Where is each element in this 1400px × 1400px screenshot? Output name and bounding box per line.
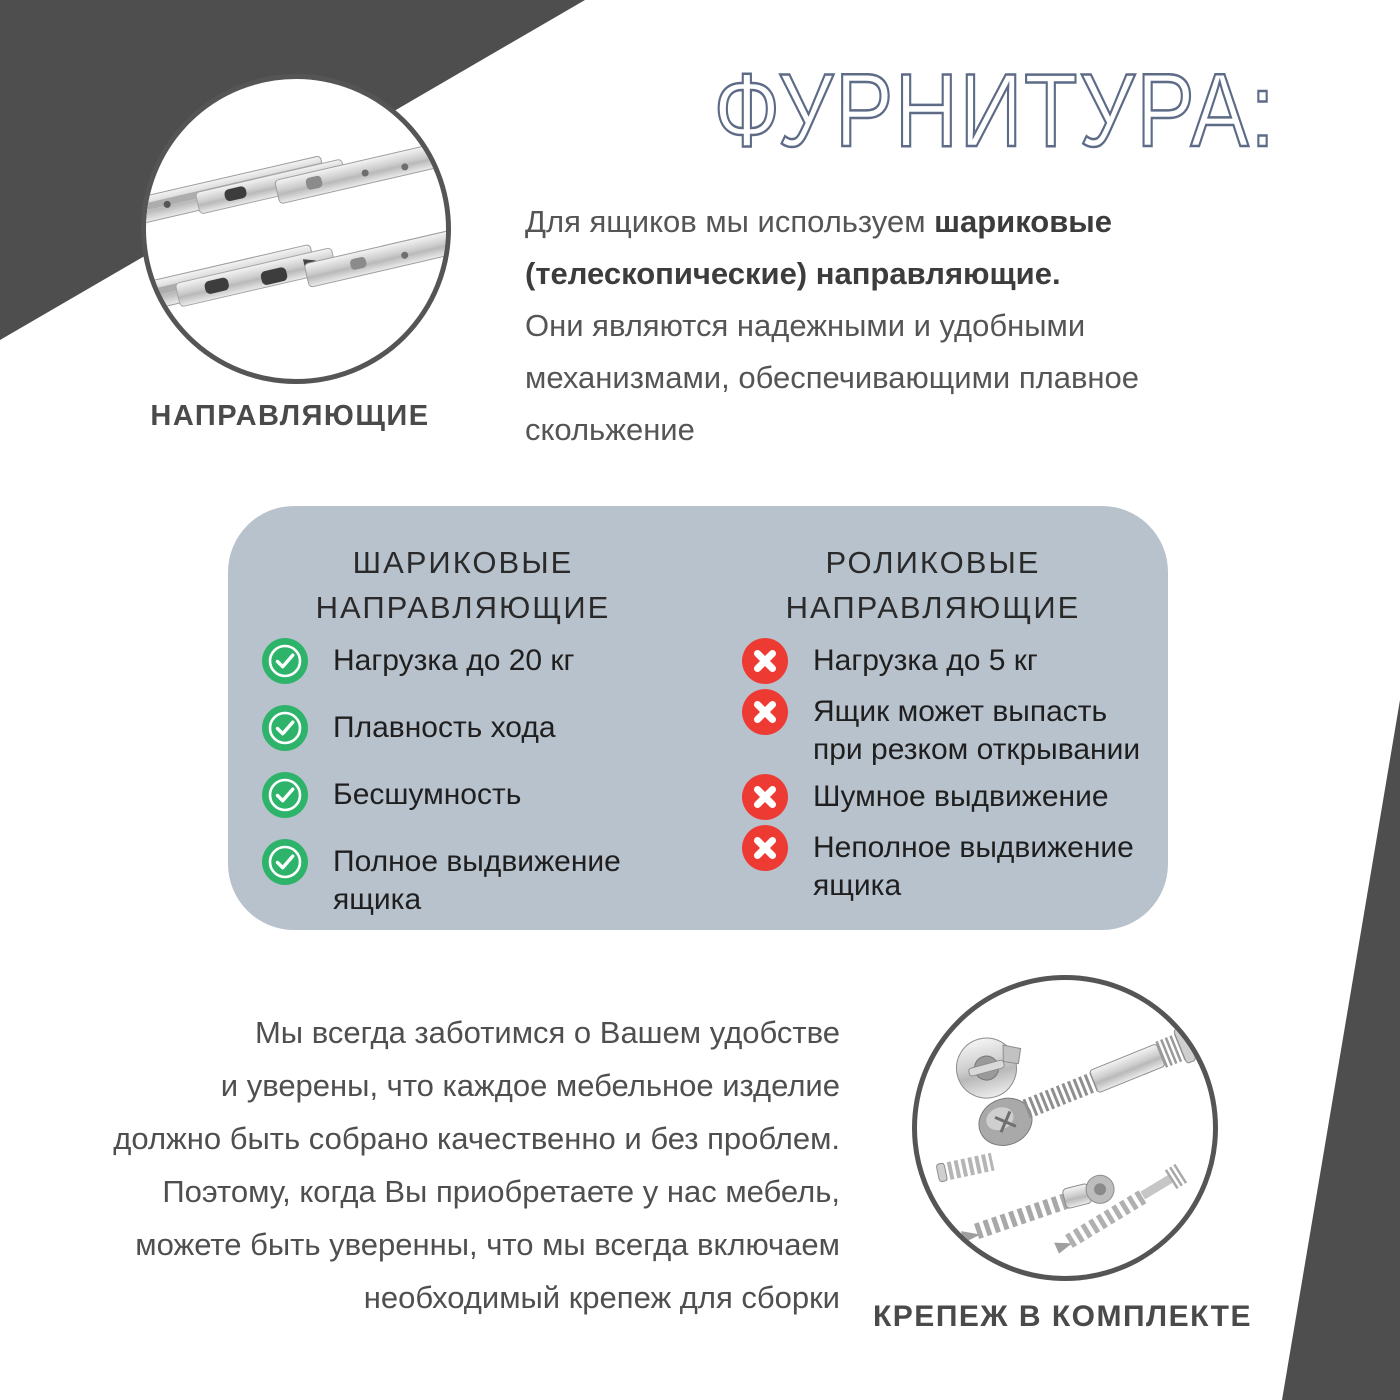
outro-line: Поэтому, когда Вы приобретаете у нас мебель, <box>162 1174 840 1209</box>
item-label: Полное выдвижение ящика <box>333 845 621 916</box>
intro-line: (телескопические) направляющие. <box>525 256 1061 291</box>
cross-icon <box>742 689 788 735</box>
advantage-item <box>262 776 698 818</box>
drawer-slides-photo <box>141 74 451 384</box>
disadvantage-item <box>742 642 1168 684</box>
check-icon <box>262 705 308 751</box>
check-icon <box>262 638 308 684</box>
advantage-item <box>262 843 698 919</box>
cross-icon <box>742 774 788 820</box>
column-title-line: НАПРАВЛЯЮЩИЕ <box>315 590 611 625</box>
cross-icon <box>742 638 788 684</box>
page-title: ФУРНИТУРА: <box>713 53 1277 169</box>
check-icon <box>262 772 308 818</box>
item-label: Бесшумность <box>333 778 522 811</box>
column-title-line: РОЛИКОВЫЕ <box>825 545 1041 580</box>
item-label: Ящик может выпасть при резком открывании <box>813 695 1141 766</box>
bottom-right-dark-wedge <box>1282 700 1400 1400</box>
roller-guides-column <box>698 540 1168 930</box>
fasteners-caption: КРЕПЕЖ В КОМПЛЕКТЕ <box>872 1300 1252 1333</box>
comparison-panel <box>228 506 1168 930</box>
cross-icon <box>742 825 788 871</box>
outro-line: и уверены, что каждое мебельное изделие <box>220 1068 840 1103</box>
item-label: Неполное выдвижение ящика <box>813 831 1134 902</box>
item-label: Нагрузка до 5 кг <box>813 644 1038 677</box>
advantage-item <box>262 642 698 684</box>
drawer-slides-icon <box>146 79 446 379</box>
outro-line: Мы всегда заботимся о Вашем удобстве <box>254 1015 840 1050</box>
column-title-line: ШАРИКОВЫЕ <box>352 545 574 580</box>
drawer-slides-caption: НАПРАВЛЯЮЩИЕ <box>150 400 430 432</box>
roller-guides-title <box>698 540 1168 630</box>
intro-paragraph <box>525 196 1215 456</box>
intro-line: Они являются надежными и удобными <box>525 308 1086 343</box>
outro-line: необходимый крепеж для сборки <box>363 1280 840 1315</box>
outro-line: можете быть уверенны, что мы всегда включаем <box>135 1227 840 1262</box>
advantage-item <box>262 709 698 751</box>
item-label: Нагрузка до 20 кг <box>333 644 575 677</box>
intro-line: Для ящиков мы используем шариковые <box>525 204 1113 239</box>
disadvantage-item <box>742 778 1168 820</box>
intro-line: скольжение <box>525 412 695 447</box>
disadvantage-item <box>742 693 1168 769</box>
ball-guides-column <box>228 540 698 930</box>
outro-line: должно быть собрано качественно и без проблем. <box>113 1121 840 1156</box>
intro-line: механизмами, обеспечивающими плавное <box>525 360 1140 395</box>
column-title-line: НАПРАВЛЯЮЩИЕ <box>785 590 1081 625</box>
outro-paragraph <box>60 1006 840 1324</box>
ball-guides-title <box>228 540 698 630</box>
item-label: Шумное выдвижение <box>813 780 1109 813</box>
fasteners-icon <box>917 980 1213 1276</box>
item-label: Плавность хода <box>333 711 556 744</box>
disadvantage-item <box>742 829 1168 905</box>
check-icon <box>262 839 308 885</box>
fasteners-photo <box>912 975 1218 1281</box>
